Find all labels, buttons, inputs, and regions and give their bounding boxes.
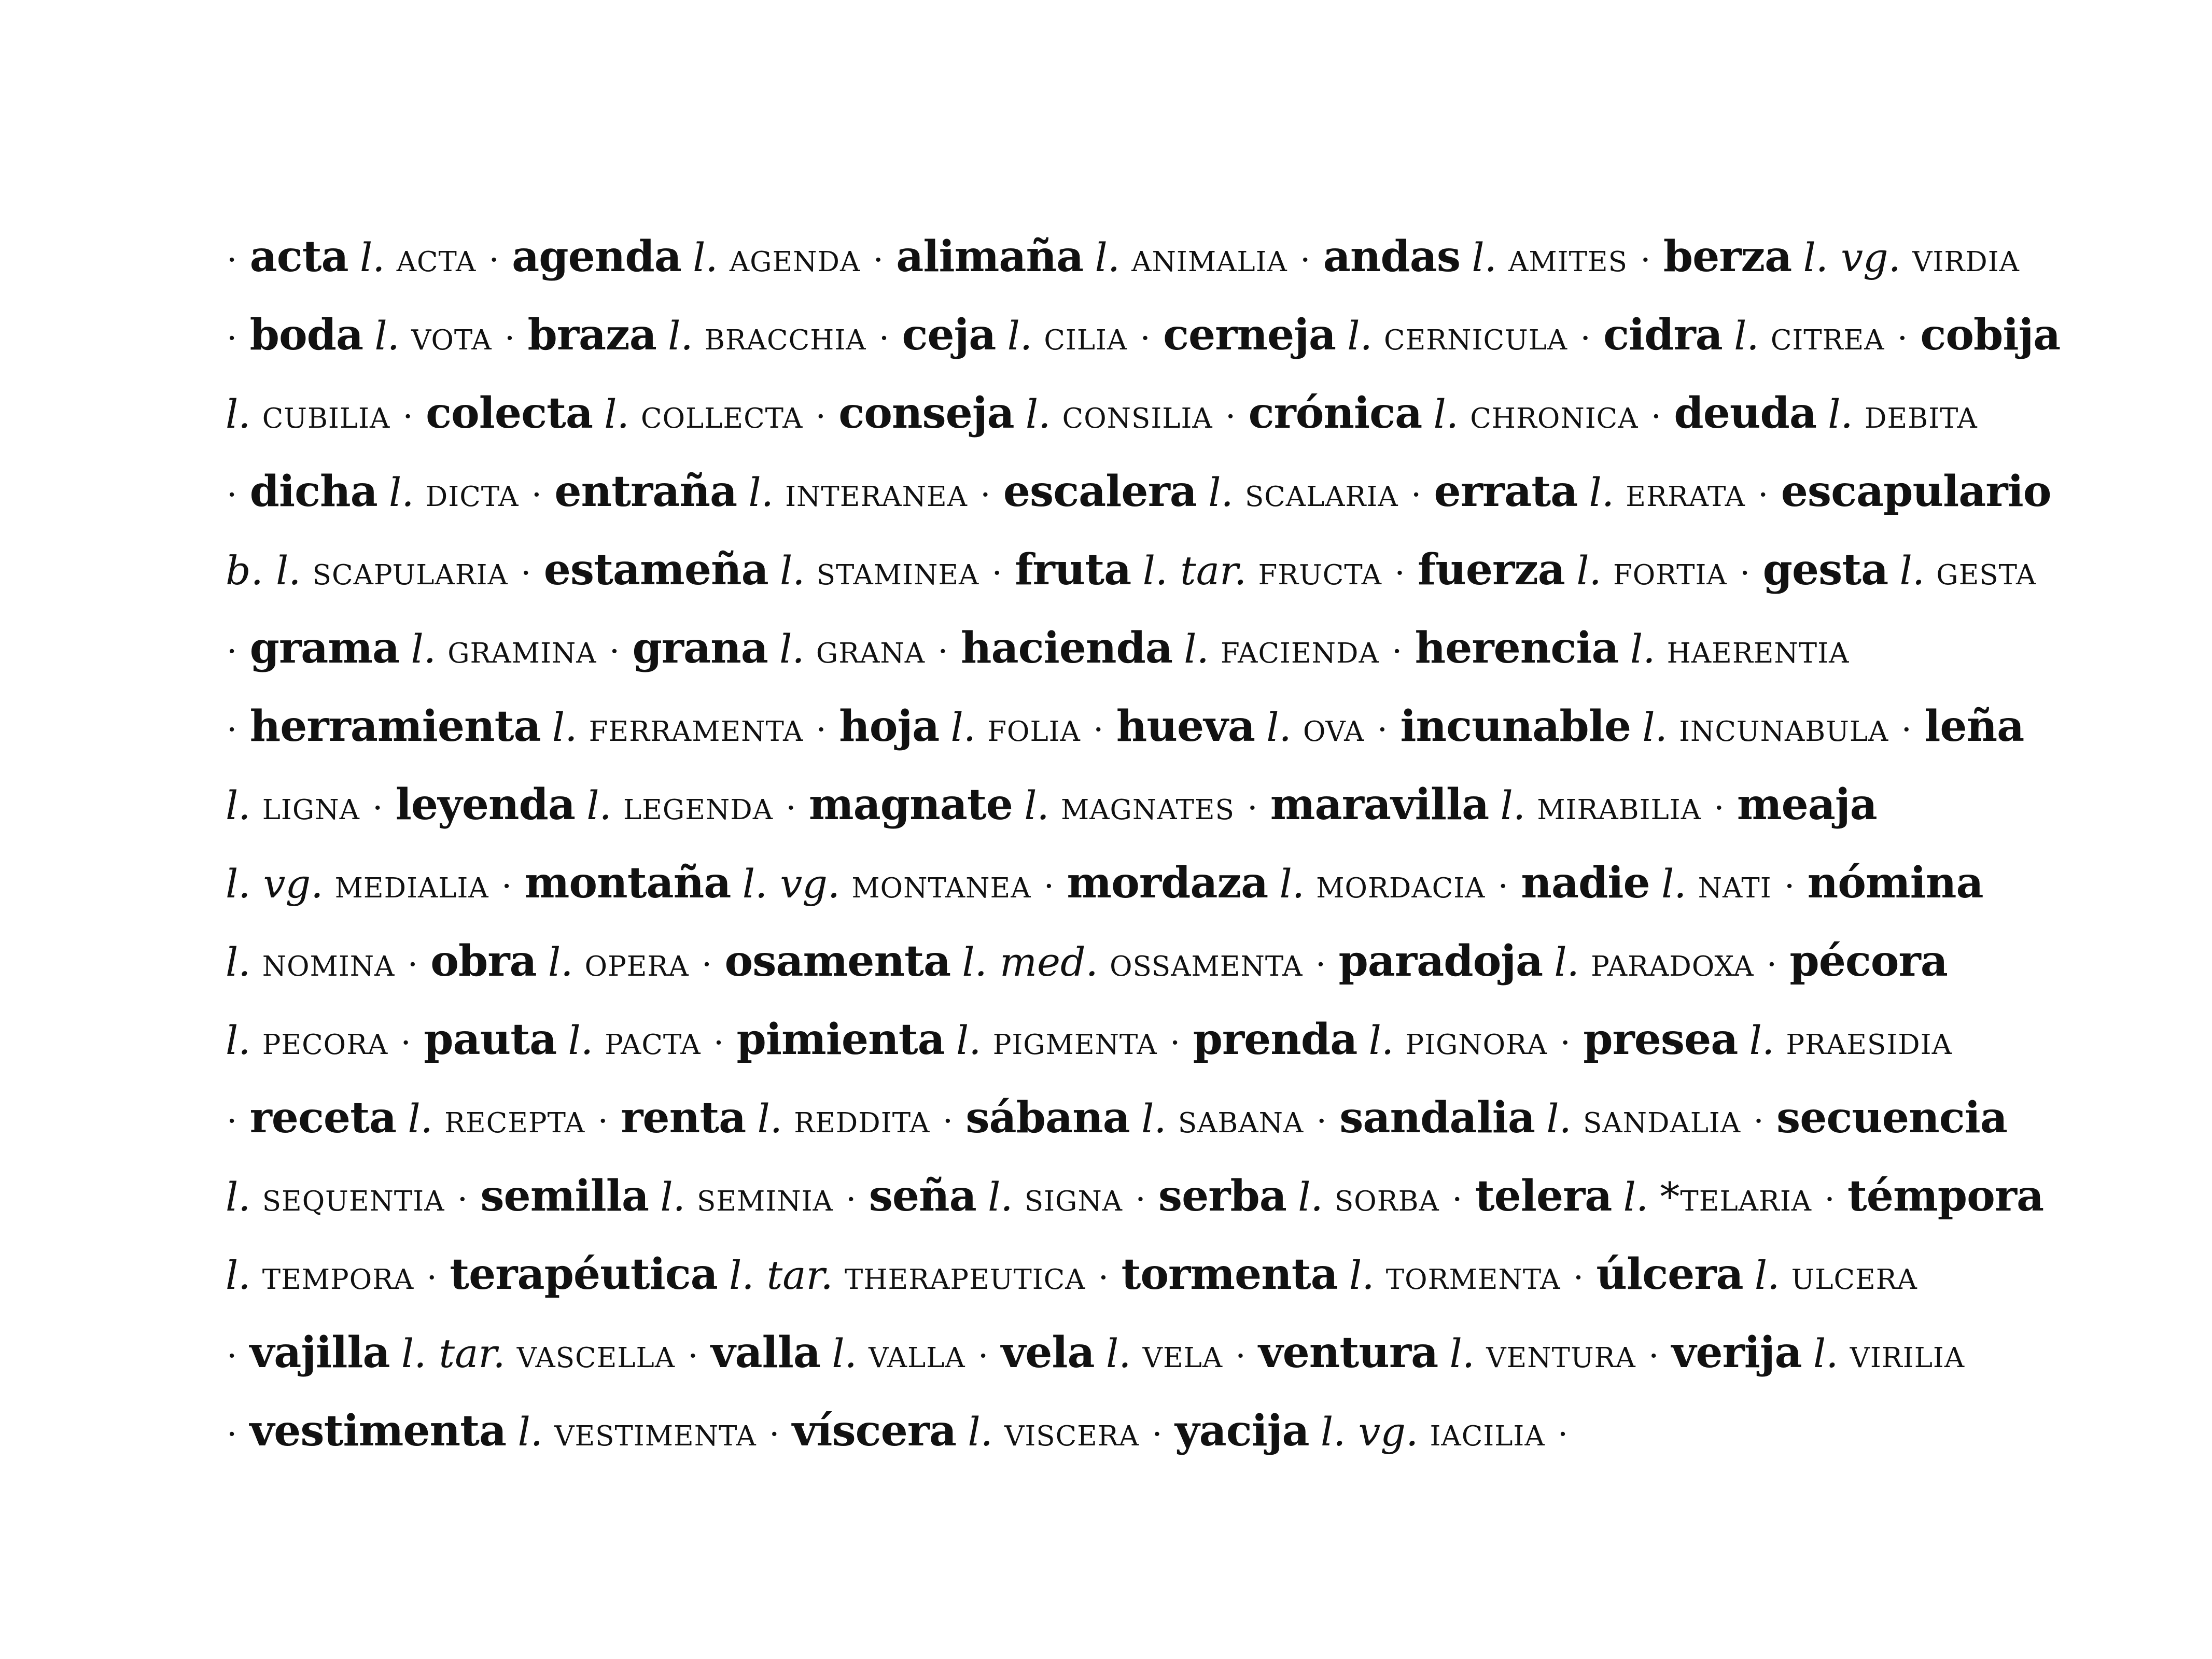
abbreviation: l. [1589,469,1614,515]
separator-dot: · [769,1415,780,1454]
abbreviation: l. [1630,626,1656,672]
headword: boda [249,310,363,360]
text-line [226,1001,2071,1079]
abbreviation: l. [226,939,251,985]
separator-dot: · [980,476,991,514]
headword: escapulario [1781,467,2051,516]
headword: prenda [1193,1015,1357,1064]
headword: vestimenta [249,1406,507,1456]
etymon: folia [987,704,1081,750]
headword: valla [710,1328,821,1377]
headword: dicha [249,467,377,516]
headword: alimaña [896,232,1084,282]
headword: yacija [1174,1406,1309,1456]
etymon: ligna [262,782,360,828]
separator-dot: · [713,1024,724,1062]
headword: hoja [839,701,940,751]
etymon: vela [1142,1330,1223,1376]
etymon: praesidia [1786,1017,1952,1063]
abbreviation: l. [411,626,436,672]
headword: mordaza [1067,858,1268,908]
separator-dot: · [531,476,542,514]
abbreviation: l. [779,626,805,672]
headword: cidra [1603,310,1723,360]
separator-dot: · [977,1337,989,1375]
separator-dot: · [846,1180,857,1219]
separator-dot: · [942,1102,954,1141]
headword: herencia [1415,623,1619,673]
headword: vela [1001,1328,1095,1377]
abbreviation: l. [1141,1095,1167,1142]
headword: semilla [480,1171,649,1221]
etymon: pecora [262,1017,388,1063]
text-line [226,766,2071,844]
headword: maravilla [1270,780,1489,830]
abbreviation: l. [1007,313,1033,359]
etymon: ferramenta [589,704,804,750]
headword: receta [249,1093,397,1143]
text-line [226,1392,2071,1470]
abbreviation: l. [956,1017,982,1063]
separator-dot: · [501,867,512,906]
separator-dot: · [1901,711,1912,749]
headword: braza [527,310,656,360]
etymon: agenda [729,234,861,280]
headword: obra [430,936,537,986]
etymon: ova [1303,704,1365,750]
headword: meaja [1737,780,1877,830]
abbreviation: l. [1899,547,1925,594]
etymon: consilia [1062,391,1213,437]
headword: escalera [1003,467,1197,516]
headword: sábana [965,1093,1130,1143]
text-line [226,453,2071,531]
headword: errata [1434,467,1578,516]
etymon: virilia [1850,1330,1965,1376]
separator-dot: · [227,1337,237,1375]
etymon: cilia [1044,313,1128,359]
abbreviation: l. [693,234,718,280]
etymon: signa [1024,1174,1123,1220]
abbreviation: l. vg. [1320,1409,1419,1455]
headword: estameña [543,545,768,595]
etymon: tormenta [1385,1252,1561,1298]
separator-dot: · [1247,789,1258,827]
abbreviation: l. [1095,234,1121,280]
etymon: legenda [623,782,774,828]
abbreviation: l. tar. [401,1330,506,1376]
etymon: sabana [1178,1095,1304,1142]
text-line [226,1157,2071,1235]
abbreviation: l. [1025,391,1051,437]
headword: agenda [512,232,681,282]
headword: leña [1924,701,2024,751]
etymon: grana [816,626,926,672]
separator-dot: · [688,1337,698,1375]
separator-dot: · [878,319,890,358]
etymon: opera [584,939,689,985]
etymon: *telaria [1660,1174,1812,1220]
headword: renta [621,1093,746,1143]
abbreviation: l. [1623,1174,1649,1220]
etymon: ventura [1486,1330,1636,1376]
headword: paradoja [1338,936,1543,986]
etymon: cernicula [1384,313,1568,359]
etymology-list [226,218,2071,1470]
abbreviation: l. [1576,547,1602,594]
separator-dot: · [521,554,531,593]
text-line [226,844,2071,922]
headword: serba [1158,1171,1286,1221]
headword: hueva [1116,701,1255,751]
headword: andas [1323,232,1461,282]
separator-dot: · [227,241,237,279]
abbreviation: l. [1546,1095,1572,1142]
abbreviation: l. [780,547,805,594]
separator-dot: · [701,946,712,984]
separator-dot: · [1714,789,1725,827]
separator-dot: · [816,711,827,749]
etymon: acta [396,234,477,280]
etymon: debita [1864,391,1978,437]
headword: témpora [1847,1171,2044,1221]
separator-dot: · [1758,476,1769,514]
separator-dot: · [227,1102,237,1141]
etymon: valla [869,1330,965,1376]
text-line [226,687,2071,766]
etymon: citrea [1770,313,1885,359]
headword: pauta [424,1015,557,1064]
headword: fruta [1015,545,1131,595]
headword: ceja [902,310,996,360]
etymon: fructa [1258,547,1382,594]
separator-dot: · [1557,1415,1569,1454]
etymon: pigmenta [992,1017,1157,1063]
separator-dot: · [1640,241,1651,279]
abbreviation: l. [1828,391,1853,437]
separator-dot: · [1452,1180,1463,1219]
text-line [226,922,2071,1001]
abbreviation: l. [1368,1017,1394,1063]
etymon: tempora [262,1252,414,1298]
separator-dot: · [1824,1180,1835,1219]
text-line [226,531,2071,609]
separator-dot: · [227,476,237,514]
etymon: scapularia [312,547,508,594]
separator-dot: · [1497,867,1508,906]
etymon: pacta [605,1017,701,1063]
text-line [226,1314,2071,1392]
headword: pimienta [736,1015,945,1064]
headword: fuerza [1417,545,1565,595]
text-line [226,218,2071,296]
abbreviation: l. [226,1174,251,1220]
abbreviation: l. [359,234,385,280]
separator-dot: · [227,319,237,358]
separator-dot: · [937,632,948,671]
abbreviation: l. [226,782,251,828]
separator-dot: · [426,1259,437,1297]
abbreviation: l. [1661,861,1687,907]
headword: vajilla [249,1328,390,1377]
abbreviation: l. [1208,469,1234,515]
text-line [226,296,2071,374]
abbreviation: l. vg. [742,861,841,907]
headword: presea [1583,1015,1738,1064]
headword: seña [869,1171,976,1221]
headword: secuencia [1776,1093,2007,1143]
separator-dot: · [227,632,237,671]
abbreviation: l. [1347,313,1373,359]
etymon: collecta [641,391,803,437]
headword: colecta [426,388,593,438]
separator-dot: · [1766,946,1777,984]
abbreviation: l. [586,782,612,828]
etymon: animalia [1131,234,1287,280]
headword: telera [1475,1171,1612,1221]
separator-dot: · [1394,554,1405,593]
separator-dot: · [597,1102,608,1141]
separator-dot: · [1784,867,1795,906]
headword: magnate [808,780,1013,830]
abbreviation: l. [604,391,629,437]
abbreviation: l. [1266,704,1292,750]
separator-dot: · [1739,554,1751,593]
etymon: vestimenta [554,1409,757,1455]
text-line [226,1079,2071,1157]
separator-dot: · [991,554,1002,593]
etymon: errata [1626,469,1745,515]
abbreviation: l. [552,704,578,750]
headword: nadie [1521,858,1650,908]
etymon: pignora [1405,1017,1548,1063]
etymon: gesta [1936,547,2037,594]
headword: leyenda [395,780,575,830]
abbreviation: l. [408,1095,433,1142]
etymon: ossamenta [1110,939,1303,985]
separator-dot: · [1573,1259,1584,1297]
abbreviation: l. [757,1095,782,1142]
etymon: interanea [785,469,968,515]
headword: sandalia [1339,1093,1535,1143]
etymon: virdia [1912,234,2020,280]
etymon: sequentia [262,1174,445,1220]
separator-dot: · [786,789,796,827]
headword: úlcera [1596,1249,1743,1299]
headword: verija [1671,1328,1802,1377]
separator-dot: · [1098,1259,1109,1297]
separator-dot: · [1410,476,1422,514]
headword: herramienta [249,701,541,751]
headword: cobija [1920,310,2061,360]
abbreviation: l. [1349,1252,1375,1298]
abbreviation: l. [548,939,573,985]
abbreviation: l. [668,313,693,359]
text-line [226,1235,2071,1314]
separator-dot: · [1152,1415,1163,1454]
etymon: iacilia [1430,1409,1545,1455]
headword: hacienda [960,623,1172,673]
separator-dot: · [815,398,826,436]
etymon: ulcera [1791,1252,1917,1298]
etymon: sorba [1334,1174,1439,1220]
etymon: scalaria [1244,469,1398,515]
headword: crónica [1248,388,1422,438]
abbreviation: l. [950,704,976,750]
separator-dot: · [609,632,620,671]
abbreviation: l. [748,469,774,515]
headword: conseja [838,388,1014,438]
etymon: nati [1698,861,1772,907]
headword: nómina [1807,858,1983,908]
etymon: dicta [425,469,519,515]
separator-dot: · [1377,711,1388,749]
etymon: incunabula [1679,704,1889,750]
separator-dot: · [1235,1337,1246,1375]
etymon: therapeutica [844,1252,1086,1298]
etymon: mordacia [1316,861,1486,907]
headword: gesta [1762,545,1888,595]
abbreviation: l. [1734,313,1759,359]
etymon: viscera [1004,1409,1140,1455]
abbreviation: l. tar. [729,1252,833,1298]
text-line [226,609,2071,687]
abbreviation: l. [1472,234,1497,280]
separator-dot: · [504,319,515,358]
headword: berza [1663,232,1792,282]
separator-dot: · [1093,711,1104,749]
etymon: sandalia [1583,1095,1741,1142]
etymon: fortia [1613,547,1727,594]
etymon: montanea [851,861,1031,907]
etymon: recepta [444,1095,585,1142]
separator-dot: · [402,398,413,436]
abbreviation: l. [1298,1174,1323,1220]
abbreviation: b. l. [226,547,301,594]
separator-dot: · [873,241,884,279]
etymon: paradoxa [1591,939,1754,985]
separator-dot: · [1560,1024,1571,1062]
abbreviation: l. tar. [1142,547,1247,594]
etymon: vascella [516,1330,675,1376]
abbreviation: l. [1754,1252,1780,1298]
separator-dot: · [1043,867,1055,906]
separator-dot: · [488,241,499,279]
abbreviation: l. [568,1017,593,1063]
headword: ventura [1258,1328,1438,1377]
etymon: nomina [262,939,395,985]
abbreviation: l. [988,1174,1013,1220]
separator-dot: · [400,1024,411,1062]
etymon: magnates [1060,782,1235,828]
abbreviation: l. [1433,391,1459,437]
separator-dot: · [407,946,418,984]
abbreviation: l. [832,1330,857,1376]
separator-dot: · [1392,632,1403,671]
abbreviation: l. [1554,939,1579,985]
abbreviation: l. [1500,782,1525,828]
etymon: cubilia [262,391,390,437]
abbreviation: l. med. [962,939,1098,985]
etymon: gramina [447,626,597,672]
abbreviation: l. [226,1252,251,1298]
separator-dot: · [1650,398,1662,436]
etymon: seminia [697,1174,833,1220]
headword: acta [249,232,348,282]
abbreviation: l. [517,1409,543,1455]
abbreviation: l. [1024,782,1049,828]
text-line [226,374,2071,453]
separator-dot: · [372,789,383,827]
headword: montaña [524,858,731,908]
etymon: vota [411,313,492,359]
etymon: staminea [816,547,979,594]
separator-dot: · [1135,1180,1146,1219]
separator-dot: · [1315,946,1326,984]
abbreviation: l. vg. [1803,234,1901,280]
separator-dot: · [1648,1337,1659,1375]
headword: osamenta [724,936,951,986]
headword: grama [249,623,400,673]
separator-dot: · [1225,398,1236,436]
etymon: amites [1508,234,1628,280]
etymon: reddita [794,1095,930,1142]
abbreviation: l. [1813,1330,1839,1376]
etymon: chronica [1470,391,1639,437]
abbreviation: l. [968,1409,993,1455]
separator-dot: · [1169,1024,1181,1062]
abbreviation: l. [1184,626,1209,672]
headword: pécora [1789,936,1948,986]
etymon: haerentia [1667,626,1850,672]
abbreviation: l. [1279,861,1305,907]
separator-dot: · [1300,241,1311,279]
abbreviation: l. [660,1174,685,1220]
headword: entraña [554,467,737,516]
etymon: facienda [1221,626,1379,672]
abbreviation: l. vg. [226,861,324,907]
separator-dot: · [1316,1102,1327,1141]
headword: víscera [792,1406,957,1456]
separator-dot: · [1140,319,1151,358]
abbreviation: l. [226,391,251,437]
abbreviation: l. [389,469,414,515]
separator-dot: · [457,1180,468,1219]
abbreviation: l. [1449,1330,1475,1376]
etymon: medialia [334,861,489,907]
headword: grana [632,623,768,673]
headword: incunable [1400,701,1631,751]
headword: cerneja [1163,310,1336,360]
headword: deuda [1674,388,1816,438]
separator-dot: · [1580,319,1591,358]
etymon: bracchia [704,313,866,359]
separator-dot: · [227,1415,237,1454]
headword: terapéutica [450,1249,718,1299]
abbreviation: l. [226,1017,251,1063]
etymon: mirabilia [1537,782,1701,828]
separator-dot: · [227,711,237,749]
abbreviation: l. [1749,1017,1775,1063]
separator-dot: · [1897,319,1908,358]
separator-dot: · [1753,1102,1764,1141]
abbreviation: l. [1642,704,1668,750]
abbreviation: l. [1105,1330,1131,1376]
abbreviation: l. [374,313,400,359]
headword: tormenta [1121,1249,1338,1299]
